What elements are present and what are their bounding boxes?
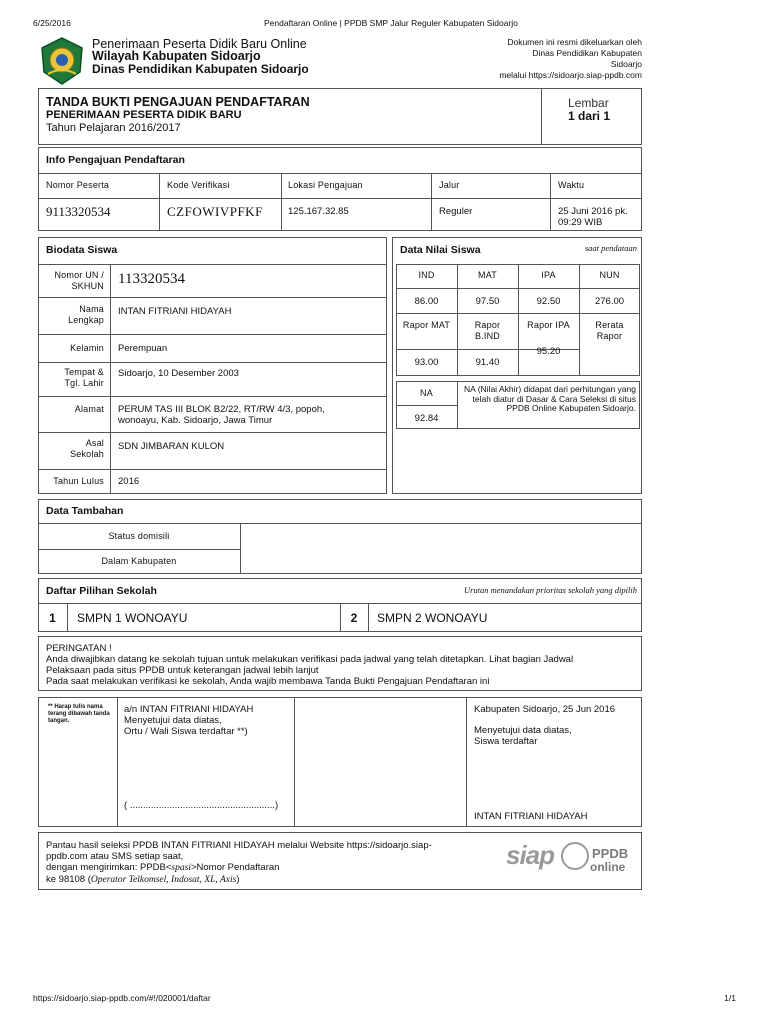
sidoarjo-emblem-icon <box>38 36 86 86</box>
ttd-setuju2: Menyetujui data diatas, <box>474 725 572 736</box>
biodata-nama-label: Nama Lengkap <box>68 304 104 325</box>
peringatan-line3: Pada saat melakukan verifikasi ke sekolah, Anda wajib membawa Tanda Bukti Pengajuan Pendaftaran ini <box>46 676 490 687</box>
biodata-ttl-value: Sidoarjo, 10 Desember 2003 <box>118 368 239 379</box>
ttd-ortu-label: Ortu / Wali Siswa terdaftar **) <box>124 726 248 737</box>
nilai-v-ipa: 92.50 <box>536 296 561 307</box>
header-line3: Dinas Pendidikan Kabupaten Sidoarjo <box>92 62 309 76</box>
footer-line3: dengan mengirimkan: PPDB<spasi>Nomor Pendaftaran <box>46 862 280 873</box>
biodata-asal-label: Asal Sekolah <box>70 438 104 459</box>
tambahan-heading: Data Tambahan <box>46 505 124 517</box>
info-heading: Info Pengajuan Pendaftaran <box>46 154 185 166</box>
biodata-alamat-label: Alamat <box>74 404 104 414</box>
info-header-lokasi: Lokasi Pengajuan <box>288 180 363 190</box>
biodata-alamat-value: PERUM TAS III BLOK B2/22, RT/RW 4/3, popoh, wonoayu, Kab. Sidoarjo, Jawa Timur <box>118 404 325 426</box>
peringatan-line1: Anda diwajibkan datang ke sekolah tujuan untuk melakukan verifikasi pada jadwal yang telah ditetapkan. Lihat bagian Jadwal <box>46 654 574 665</box>
pilihan-heading: Daftar Pilihan Sekolah <box>46 585 157 597</box>
nilai-h-rerata: Rerata Rapor <box>595 320 624 341</box>
title-main: TANDA BUKTI PENGAJUAN PENDAFTARAN <box>46 95 310 109</box>
footer-operators: Operator Telkomsel, Indosat, XL, Axis <box>90 875 237 885</box>
lembar-value: 1 dari 1 <box>568 109 611 123</box>
ttd-siswa <box>474 725 572 747</box>
header-right-3: Sidoarjo <box>610 59 642 69</box>
ttd-siswa-label: Siswa terdaftar <box>474 736 538 747</box>
ppdb-emblem-icon <box>561 842 589 870</box>
biodata-ttl-label: Tempat & Tgl. Lahir <box>64 367 104 388</box>
header-line2: Wilayah Kabupaten Sidoarjo <box>92 49 261 63</box>
print-page: 1/1 <box>724 993 736 1003</box>
biodata-heading: Biodata Siswa <box>46 244 118 256</box>
peringatan-text <box>46 643 573 687</box>
footer-text <box>46 840 486 886</box>
ttd-setuju1: Menyetujui data diatas, <box>124 715 222 726</box>
footer-line1: Pantau hasil seleksi PPDB INTAN FITRIANI HIDAYAH melalui Website https://sidoarjo.siap- <box>46 840 432 851</box>
header-right <box>422 37 642 81</box>
print-title: Pendaftaran Online | PPDB SMP Jalur Reguler Kabupaten Sidoarjo <box>264 18 518 28</box>
nilai-h-ind: IND <box>418 270 435 280</box>
nilai-note: saat pendataan <box>584 243 637 253</box>
pilihan-2-number: 2 <box>350 611 358 625</box>
title-year: Tahun Pelajaran 2016/2017 <box>46 122 181 134</box>
ttd-ortu <box>124 704 253 737</box>
info-header-jalur: Jalur <box>439 180 460 190</box>
print-url: https://sidoarjo.siap-ppdb.com/#!/020001/daftar <box>33 993 211 1003</box>
pilihan-1-number: 1 <box>49 611 56 625</box>
ttd-tempat-tanggal: Kabupaten Sidoarjo, 25 Jun 2016 <box>474 704 616 715</box>
peringatan-title: PERINGATAN ! <box>46 643 112 654</box>
biodata-asal-value: SDN JIMBARAN KULON <box>118 441 225 452</box>
nilai-v-rapor-mat: 93.00 <box>414 357 439 368</box>
info-header-nomor: Nomor Peserta <box>46 180 110 190</box>
pilihan-2-school: SMPN 2 WONOAYU <box>377 611 488 625</box>
nilai-v-rapor-ipa: 95.20 <box>536 346 561 357</box>
lembar-label: Lembar <box>568 96 609 110</box>
na-label: NA <box>420 388 433 398</box>
ttd-siswa-nama: INTAN FITRIANI HIDAYAH <box>474 811 588 822</box>
footer-line4: ke 98108 (Operator Telkomsel, Indosat, XL, Axis) <box>46 874 240 885</box>
footer-spasi: spasi <box>171 863 191 873</box>
nilai-h-nun: NUN <box>599 270 620 280</box>
print-date: 6/25/2016 <box>33 18 71 28</box>
peringatan-line2: Pelaksaan pada situs PPDB untuk keterangan jadwal lebih lanjut <box>46 665 319 676</box>
ppdb-logo: PPDB <box>592 846 629 861</box>
na-note: NA (Nilai Akhir) didapat dari perhitungan yang telah diatur di Dasar & Cara Seleksi di situs PPDB Online Kabupaten Sidoarjo. <box>464 384 636 413</box>
na-value: 92.84 <box>414 413 439 424</box>
ttd-an: a/n INTAN FITRIANI HIDAYAH <box>124 704 254 715</box>
nilai-h-rapor-bind: Rapor B.IND <box>474 320 501 341</box>
biodata-kelamin-value: Perempuan <box>118 343 168 354</box>
ttd-blank-name: ( .......................................................) <box>124 800 279 811</box>
nilai-v-rapor-bind: 91.40 <box>475 357 500 368</box>
biodata-lulus-value: 2016 <box>118 476 140 487</box>
nilai-v-nun: 276.00 <box>594 296 625 307</box>
info-nomor-peserta: 9113320534 <box>46 204 111 219</box>
pilihan-note: Urutan menandakan prioritas sekolah yang dipilih <box>463 585 637 595</box>
biodata-nama-value: INTAN FITRIANI HIDAYAH <box>118 306 232 317</box>
biodata-un-label: Nomor UN / SKHUN <box>54 270 104 291</box>
info-lokasi: 125.167.32.85 <box>288 206 349 217</box>
nilai-h-ipa: IPA <box>541 270 556 280</box>
header-right-4: melalui https://sidoarjo.siap-ppdb.com <box>499 70 642 80</box>
info-waktu: 25 Juni 2016 pk. 09:29 WIB <box>558 206 628 228</box>
nilai-heading: Data Nilai Siswa <box>400 244 481 256</box>
pilihan-1-school: SMPN 1 WONOAYU <box>77 611 188 625</box>
footer-line2: ppdb.com atau SMS setiap saat, <box>46 851 184 862</box>
info-header-waktu: Waktu <box>558 180 585 190</box>
tambahan-status-label: Status domisili <box>108 531 170 541</box>
header-line1: Penerimaan Peserta Didik Baru Online <box>92 37 307 51</box>
header-right-2: Dinas Pendidikan Kabupaten <box>532 48 642 58</box>
ppdb-online: online <box>590 860 626 874</box>
nilai-v-ind: 86.00 <box>414 296 439 307</box>
siap-logo: siap <box>506 840 555 870</box>
info-header-kode: Kode Verifikasi <box>167 180 230 190</box>
biodata-kelamin-label: Kelamin <box>70 343 104 353</box>
nilai-v-mat: 97.50 <box>475 296 500 307</box>
ttd-note: ** Harap tulis nama terang dibawah tanda tangan. <box>48 704 110 724</box>
info-jalur: Reguler <box>439 206 473 217</box>
nilai-h-rapor-ipa: Rapor IPA <box>527 320 570 330</box>
biodata-lulus-label: Tahun Lulus <box>53 476 104 486</box>
nilai-h-mat: MAT <box>478 270 497 280</box>
info-kode-verifikasi: CZFOWIVPFKF <box>167 204 263 219</box>
biodata-un-value: 113320534 <box>118 271 185 287</box>
tambahan-status-value: Dalam Kabupaten <box>101 556 177 566</box>
nilai-h-rapor-mat: Rapor MAT <box>402 320 451 330</box>
title-sub: PENERIMAAN PESERTA DIDIK BARU <box>46 109 242 121</box>
header-right-1: Dokumen ini resmi dikeluarkan oleh <box>507 37 642 47</box>
